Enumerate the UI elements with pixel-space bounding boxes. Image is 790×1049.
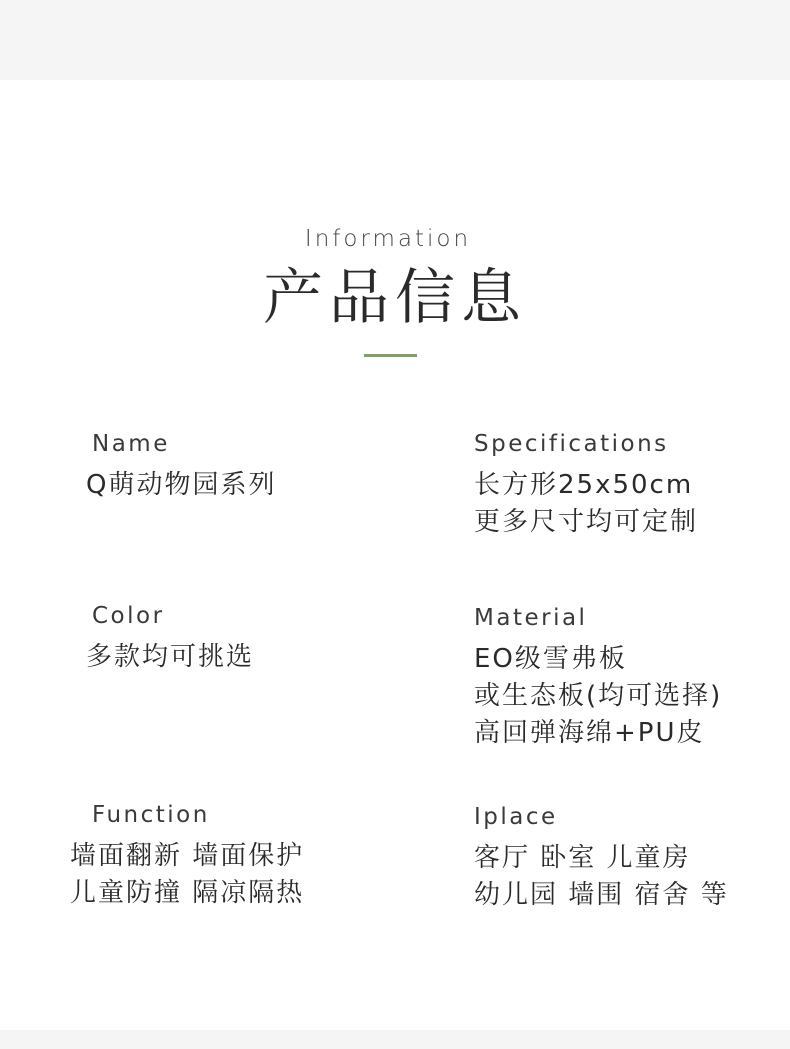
- value-line: EO级雪弗板: [474, 644, 627, 674]
- value-line: 长方形25x50cm: [474, 470, 694, 500]
- field-value: [70, 838, 304, 912]
- field-label: Material: [474, 605, 588, 631]
- value-line: Q萌动物园系列: [86, 470, 277, 500]
- field-color: [86, 603, 255, 676]
- field-material: [474, 605, 722, 752]
- value-line: 更多尺寸均可定制: [474, 507, 699, 537]
- field-name: [86, 431, 277, 504]
- field-label: Function: [92, 802, 210, 828]
- field-place: [474, 804, 729, 914]
- field-label: Iplace: [474, 804, 558, 830]
- field-specifications: [474, 431, 698, 541]
- value-line: 多款均可挑选: [86, 642, 255, 672]
- value-line: 或生态板(均可选择): [474, 681, 723, 711]
- field-value: [474, 840, 729, 914]
- header-title: 产品信息: [263, 263, 527, 333]
- value-line: 高回弹海绵+PU皮: [474, 718, 705, 748]
- field-label: Color: [92, 603, 165, 629]
- field-label: Specifications: [474, 431, 669, 457]
- value-line: 儿童防撞 隔凉隔热: [70, 878, 305, 908]
- field-value: [86, 467, 276, 504]
- bottom-gray-band: [0, 1030, 790, 1049]
- field-function: [70, 802, 305, 912]
- field-label: Name: [92, 431, 170, 457]
- accent-divider: [364, 354, 417, 357]
- header-subtitle: Information: [304, 226, 472, 252]
- value-line: 幼儿园 墙围 宿舍 等: [474, 880, 729, 910]
- top-gray-band: [0, 0, 790, 80]
- field-value: [474, 641, 722, 752]
- value-line: 客厅 卧室 儿童房: [474, 843, 691, 873]
- field-value: [474, 467, 698, 541]
- field-value: [86, 639, 254, 676]
- value-line: 墙面翻新 墙面保护: [70, 841, 305, 871]
